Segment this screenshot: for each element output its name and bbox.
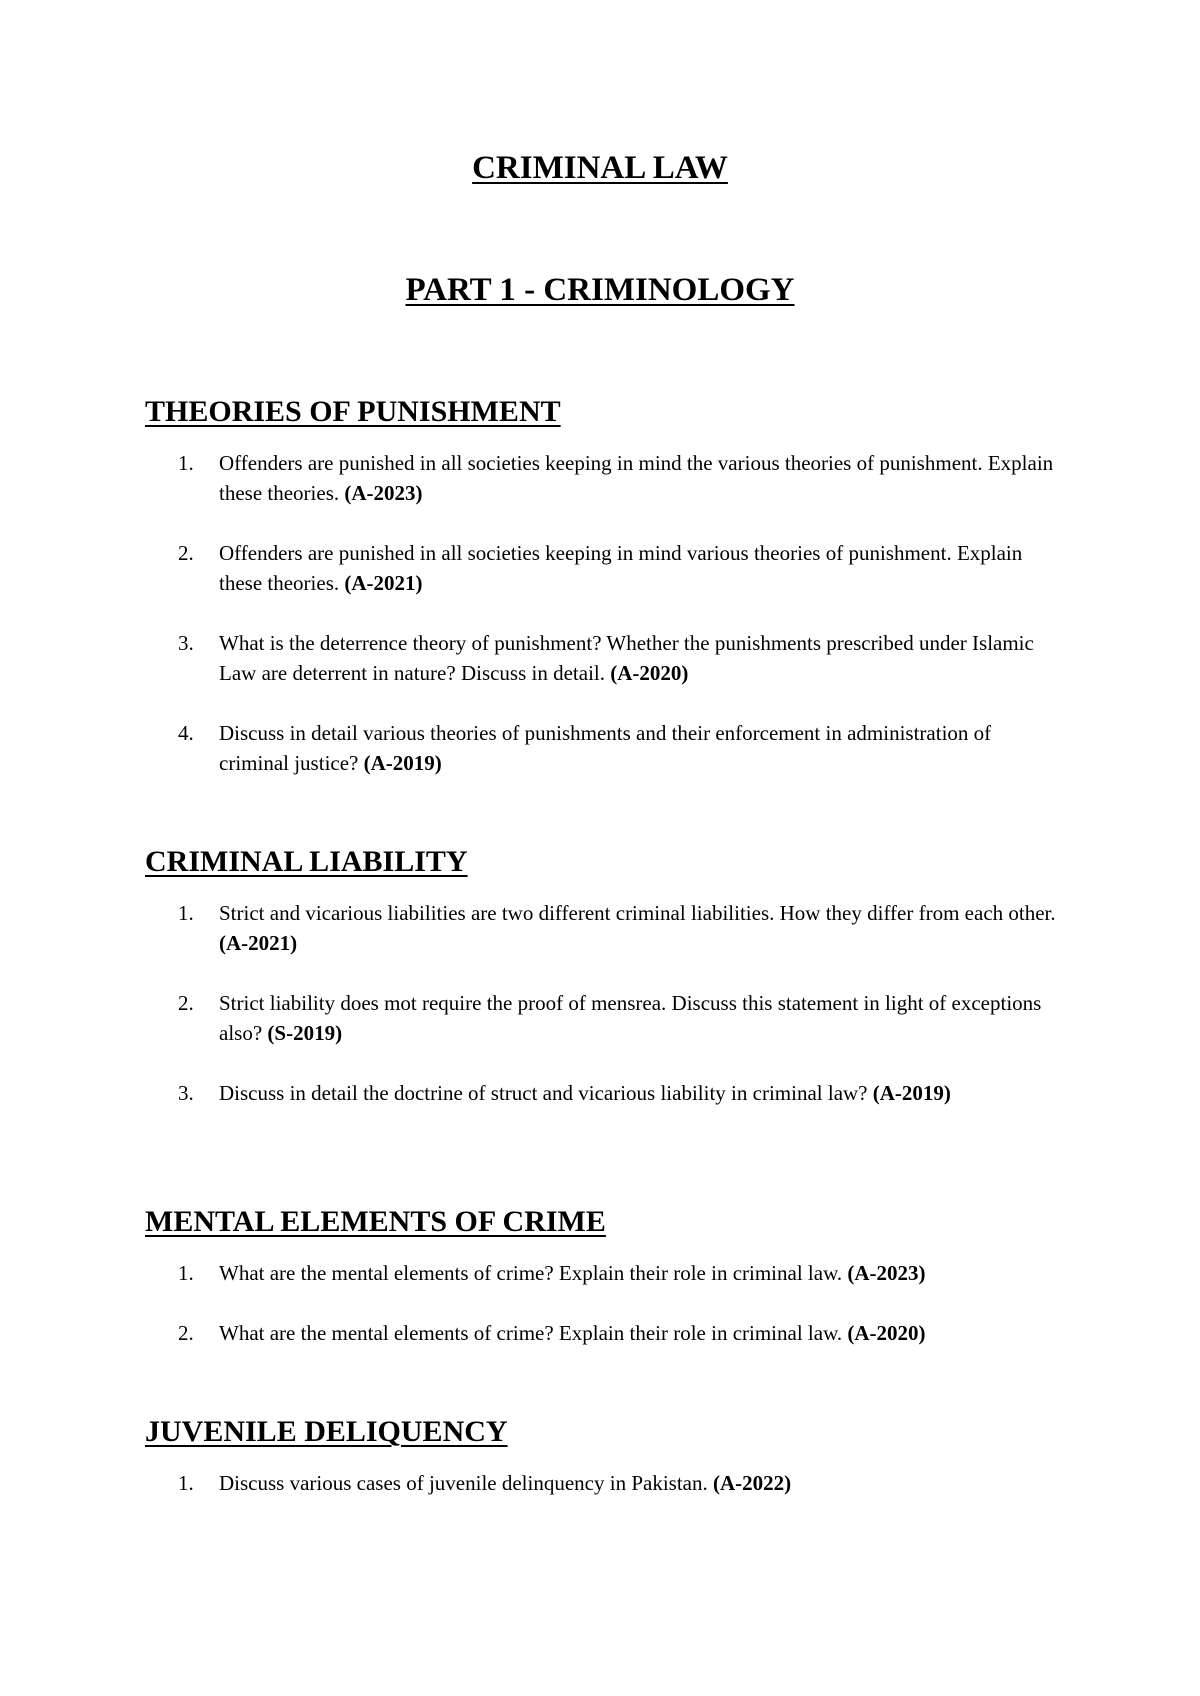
question-ref: (A-2019) bbox=[872, 1081, 951, 1105]
section-heading-criminal-liability: CRIMINAL LIABILITY bbox=[145, 845, 468, 878]
question-number: 3. bbox=[178, 1081, 194, 1105]
question-ref: (A-2023) bbox=[847, 1261, 926, 1285]
question-text: Discuss in detail various theories of punishments and their enforcement in administration of criminal justice? bbox=[219, 721, 992, 775]
question-text: What are the mental elements of crime? Explain their role in criminal law. bbox=[219, 1261, 843, 1285]
list-item bbox=[178, 628, 1058, 688]
question-ref: (A-2020) bbox=[847, 1321, 926, 1345]
question-number: 2. bbox=[178, 991, 194, 1015]
question-text: What are the mental elements of crime? Explain their role in criminal law. bbox=[219, 1321, 843, 1345]
section-heading-mental-elements-of-crime: MENTAL ELEMENTS OF CRIME bbox=[145, 1205, 606, 1238]
question-text: Discuss in detail the doctrine of struct and vicarious liability in criminal law? bbox=[219, 1081, 868, 1105]
question-text: What is the deterrence theory of punishment? Whether the punishments prescribed under Islamic Law are deterrent in nature? Discuss in detail. bbox=[219, 631, 1034, 685]
list-item bbox=[178, 1468, 1058, 1498]
question-text: Offenders are punished in all societies keeping in mind the various theories of punishment. Explain these theories. bbox=[219, 451, 1054, 505]
question-ref: (A-2023) bbox=[344, 481, 423, 505]
question-number: 3. bbox=[178, 631, 194, 655]
list-item bbox=[178, 538, 1058, 598]
question-text: Offenders are punished in all societies keeping in mind various theories of punishment. Explain these theories. bbox=[219, 541, 1023, 595]
question-text: Discuss various cases of juvenile delinquency in Pakistan. bbox=[219, 1471, 708, 1495]
question-number: 1. bbox=[178, 451, 194, 475]
question-number: 1. bbox=[178, 1261, 194, 1285]
list-item bbox=[178, 898, 1058, 958]
question-number: 2. bbox=[178, 1321, 194, 1345]
question-ref: (A-2019) bbox=[363, 751, 442, 775]
list-item bbox=[178, 718, 1058, 778]
question-ref: (S-2019) bbox=[267, 1021, 343, 1045]
document-title: CRIMINAL LAW bbox=[472, 150, 728, 186]
question-ref: (A-2021) bbox=[344, 571, 423, 595]
list-item bbox=[178, 1318, 1058, 1348]
question-number: 4. bbox=[178, 721, 194, 745]
question-number: 2. bbox=[178, 541, 194, 565]
list-item bbox=[178, 448, 1058, 508]
question-number: 1. bbox=[178, 901, 194, 925]
list-item bbox=[178, 1078, 1058, 1108]
section-heading-juvenile-deliquency: JUVENILE DELIQUENCY bbox=[145, 1415, 508, 1448]
question-text: Strict and vicarious liabilities are two different criminal liabilities. How they differ from each other. bbox=[219, 901, 1056, 925]
list-item bbox=[178, 988, 1058, 1048]
question-ref: (A-2020) bbox=[610, 661, 689, 685]
question-ref: (A-2021) bbox=[219, 931, 298, 955]
question-number: 1. bbox=[178, 1471, 194, 1495]
list-item bbox=[178, 1258, 1058, 1288]
section-heading-theories-of-punishment: THEORIES OF PUNISHMENT bbox=[145, 395, 561, 428]
question-text: Strict liability does mot require the proof of mensrea. Discuss this statement in light of exceptions also? bbox=[219, 991, 1042, 1045]
question-ref: (A-2022) bbox=[712, 1471, 792, 1495]
part-title: PART 1 - CRIMINOLOGY bbox=[405, 272, 795, 308]
